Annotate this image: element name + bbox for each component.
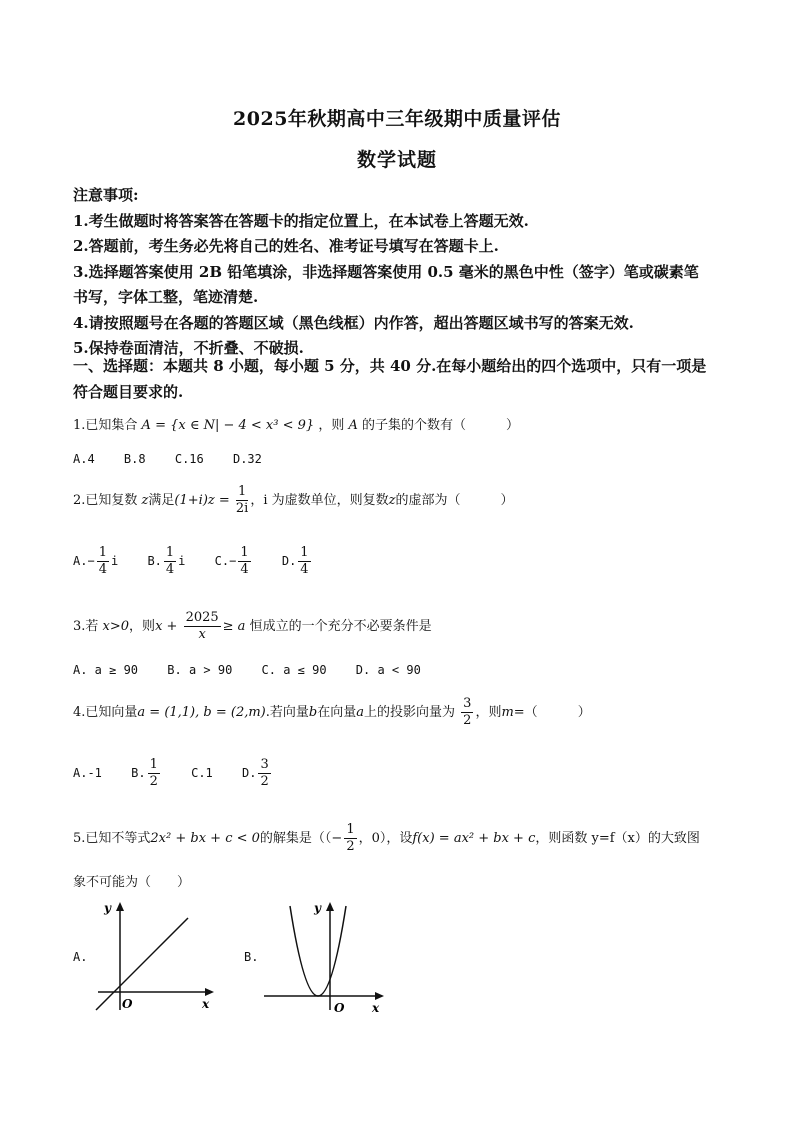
- q1-pre: 1.已知集合: [73, 418, 138, 433]
- q4-post: ，则: [475, 705, 502, 720]
- graph-b-origin: O: [334, 1001, 345, 1015]
- graph-a-label[interactable]: A.: [73, 950, 88, 964]
- q1-math: A = {x ∈ N| − 4 < x³ < 9}: [141, 418, 315, 433]
- graph-b-x-label: x: [372, 1001, 380, 1015]
- q4-den: 2: [463, 713, 472, 728]
- graph-b-parabola: [290, 906, 346, 996]
- q4-option-b-den: 2: [149, 774, 158, 789]
- q4-option-c-label: C.1: [191, 766, 213, 780]
- q3-option-b[interactable]: B. a > 90: [167, 663, 233, 677]
- question-2: [73, 484, 514, 517]
- question-5: [73, 822, 700, 855]
- q1-option-a[interactable]: A.4: [73, 452, 95, 466]
- graph-a-x-arrow: [205, 988, 214, 996]
- q2-options: [73, 545, 335, 578]
- q1-close: ）: [506, 418, 520, 433]
- q4-option-b-num: 1: [149, 757, 158, 772]
- q4-option-d-num: 3: [260, 757, 269, 772]
- q2-option-b-suffix: i: [178, 554, 186, 568]
- q2-option-c-sign: −: [229, 554, 237, 568]
- graph-a-origin: O: [122, 997, 133, 1011]
- q3-fraction: [184, 610, 221, 643]
- section-line: 一、选择题：本题共 8 小题，每小题 5 分，共 40 分.在每小题给出的四个选项中，只有一项是: [73, 357, 707, 375]
- q1-var: A: [348, 418, 358, 433]
- q5-fraction: [344, 822, 356, 855]
- q4-math: a = (1,1), b = (2,m): [137, 705, 266, 720]
- q3-pre: 3.若: [73, 619, 99, 634]
- q2-mid: 满足: [148, 493, 175, 508]
- q2-fraction: [236, 484, 248, 517]
- q3-options: [73, 663, 443, 677]
- q2-option-d-label: D.: [281, 554, 297, 568]
- q5-pre: 5.已知不等式: [73, 831, 151, 846]
- exam-title: 2025年秋期高中三年级期中质量评估: [233, 108, 561, 130]
- q3-den: x: [198, 627, 206, 642]
- q3-option-a[interactable]: A. a ≥ 90: [73, 663, 139, 677]
- q2-option-b-label: B.: [147, 554, 162, 568]
- q5-fx: f(x) = ax² + bx + c: [412, 831, 536, 846]
- graph-a[interactable]: [88, 898, 218, 1016]
- q4-vb: b: [308, 705, 318, 720]
- q2-math: (1+i)z =: [174, 493, 230, 508]
- q2-option-c-num: 1: [240, 545, 249, 560]
- q4-option-a[interactable]: [73, 766, 102, 780]
- q5-math: 2x² + bx + c < 0: [150, 831, 260, 846]
- q2-option-c-label: C.: [214, 554, 230, 568]
- question-4: [73, 696, 591, 729]
- q3-option-c[interactable]: C. a ≤ 90: [261, 663, 327, 677]
- note-item: 3.选择题答案使用 2B 铅笔填涂，非选择题答案使用 0.5 毫米的黑色中性（签字）笔或碳素笔: [73, 262, 699, 281]
- graph-b[interactable]: [260, 898, 390, 1016]
- q1-option-b[interactable]: B.8: [123, 452, 146, 466]
- q2-option-b-num: 1: [165, 545, 175, 560]
- q3-num: 2025: [185, 610, 219, 625]
- q3-mid: ，则: [129, 619, 156, 634]
- q2-option-d[interactable]: [282, 545, 313, 578]
- q2-option-c-den: 4: [240, 562, 249, 577]
- q4-mid3: 上的投影向量为: [364, 705, 456, 720]
- q1-post2: 的子集的个数有（: [362, 418, 467, 433]
- q2-den: 2i: [235, 501, 249, 516]
- q1-option-d[interactable]: D.32: [232, 452, 262, 466]
- q3-ineq: ≥ a: [222, 619, 246, 634]
- q4-vm: m: [501, 705, 514, 720]
- q2-option-a-suffix: i: [110, 554, 119, 568]
- notes-block: [73, 183, 733, 362]
- q4-option-d-label: D.: [242, 766, 257, 780]
- q3-post: 恒成立的一个充分不必要条件是: [249, 619, 432, 634]
- q5-line2: 象不可能为（ ）: [73, 875, 191, 890]
- q5-mid: 的解集是（（−: [259, 831, 343, 846]
- q4-mid2: 在向量: [317, 705, 357, 720]
- graph-a-y-arrow: [116, 902, 124, 911]
- q1-post: ，则: [318, 418, 345, 433]
- q1-options: [73, 452, 284, 466]
- q2-option-a[interactable]: [73, 545, 118, 578]
- q2-option-c[interactable]: [215, 545, 253, 578]
- q5-den: 2: [346, 839, 355, 854]
- note-item: 1.考生做题时将答案答在答题卡的指定位置上，在本试卷上答题无效.: [73, 211, 529, 230]
- q4-option-a-label: A.-1: [73, 766, 102, 780]
- section-heading: [73, 353, 733, 405]
- q2-var2: z: [388, 493, 396, 508]
- q2-pre: 2.已知复数: [73, 493, 138, 508]
- q4-option-c[interactable]: [191, 766, 213, 780]
- graph-b-label[interactable]: B.: [244, 950, 259, 964]
- note-item: 4.请按照题号在各题的答题区域（黑色线框）内作答，超出答题区域书写的答案无效.: [73, 313, 634, 332]
- q2-num: 1: [236, 484, 248, 501]
- q5-mid2: ，0），设: [358, 831, 413, 846]
- q4-close: ）: [577, 705, 591, 720]
- graph-a-x-label: x: [202, 997, 210, 1011]
- q4-options: [73, 757, 295, 790]
- q2-option-d-num: 1: [300, 545, 309, 560]
- note-item: 5.保持卷面清洁，不折叠、不破损.: [73, 339, 304, 357]
- q4-mid: .若向量: [265, 705, 309, 720]
- q4-va: a: [356, 705, 364, 720]
- q4-option-d[interactable]: [242, 757, 273, 790]
- q3-option-d[interactable]: D. a < 90: [355, 663, 421, 677]
- q2-option-a-num: 1: [98, 545, 107, 560]
- graph-a-y-label: y: [104, 901, 111, 915]
- q4-option-b[interactable]: [131, 757, 162, 790]
- q3-cond: x>0: [102, 619, 130, 634]
- q4-num: 3: [463, 696, 472, 711]
- question-1: [73, 416, 519, 436]
- graph-a-line: [96, 918, 188, 1010]
- q2-option-d-den: 4: [300, 562, 309, 577]
- q2-option-a-den: 4: [98, 562, 107, 577]
- q3-math: x +: [155, 619, 178, 634]
- q5-post: ，则函数 y=f（x）的大致图: [535, 831, 700, 846]
- graph-b-x-arrow: [375, 992, 384, 1000]
- q4-fraction: [461, 696, 473, 729]
- q2-close: ）: [500, 493, 514, 508]
- graph-b-y-arrow: [326, 902, 334, 911]
- exam-subject: 数学试题: [356, 149, 437, 171]
- note-item: 书写，字体工整，笔迹清楚.: [73, 288, 259, 306]
- q1-option-c[interactable]: C.16: [174, 452, 204, 466]
- q4-pre: 4.已知向量: [73, 705, 138, 720]
- q2-option-b[interactable]: [147, 545, 185, 578]
- question-3: [73, 610, 432, 643]
- graph-b-y-label: y: [314, 901, 321, 915]
- q2-option-a-label: A.: [73, 554, 88, 568]
- q2-option-a-sign: −: [87, 554, 95, 568]
- q2-post2: 的虚部为（: [395, 493, 461, 508]
- q4-option-b-label: B.: [131, 766, 146, 780]
- section-line: 符合题目要求的.: [73, 383, 184, 401]
- q2-var: z: [141, 493, 149, 508]
- q4-option-d-den: 2: [260, 774, 269, 789]
- q4-post2: =（: [513, 705, 538, 720]
- q2-post: ，i 为虚数单位，则复数: [250, 493, 389, 508]
- q2-option-b-den: 4: [165, 562, 175, 577]
- notes-heading: 注意事项:: [73, 186, 139, 204]
- note-item: 2.答题前，考生务必先将自己的姓名、准考证号填写在答题卡上.: [73, 237, 499, 255]
- q5-num: 1: [346, 822, 355, 837]
